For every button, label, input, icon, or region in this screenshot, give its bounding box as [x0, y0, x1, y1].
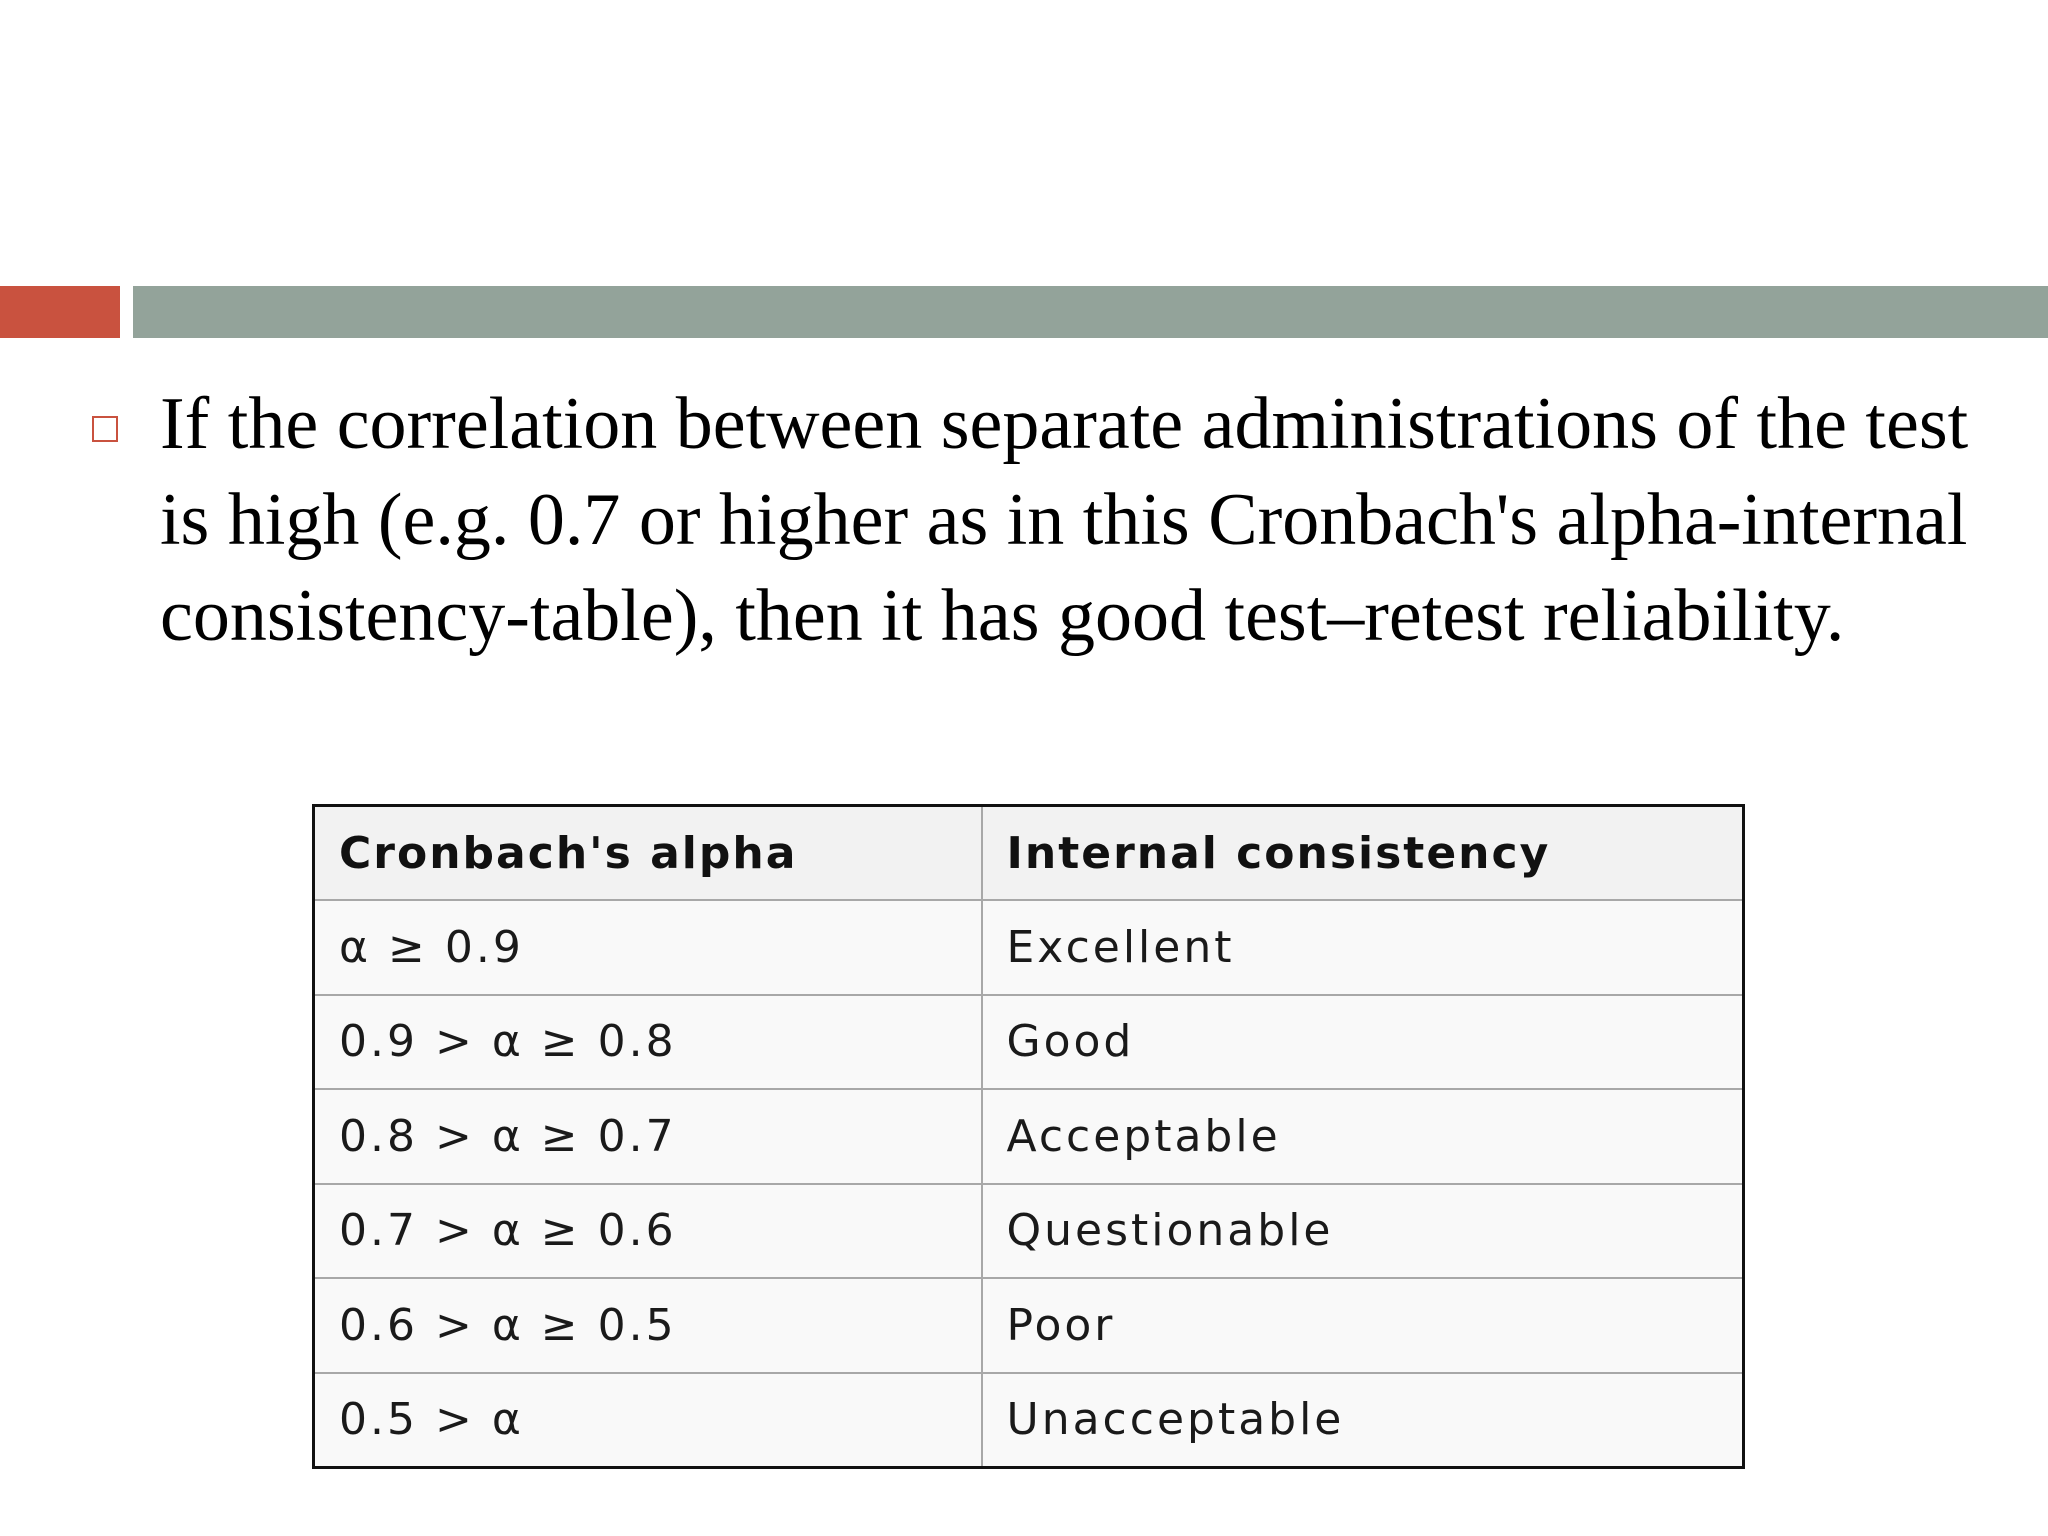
alpha-range-cell: α ≥ 0.9: [314, 900, 982, 995]
header-bar: [133, 286, 2048, 338]
consistency-cell: Unacceptable: [982, 1373, 1744, 1468]
consistency-cell: Acceptable: [982, 1089, 1744, 1184]
consistency-cell: Questionable: [982, 1184, 1744, 1279]
consistency-cell: Excellent: [982, 900, 1744, 995]
table-row: [314, 1089, 1744, 1184]
header-internal-consistency: Internal consistency: [982, 806, 1744, 901]
hollow-square-bullet-icon: [92, 416, 118, 442]
alpha-range-cell: 0.7 > α ≥ 0.6: [314, 1184, 982, 1279]
bullet-text: If the correlation between separate administrations of the test is high (e.g. 0.7 or higher as in this Cronbach's alpha-internal consistency-table), then it has good test–retest reliability.: [160, 383, 1969, 657]
table-row: [314, 1373, 1744, 1468]
cronbach-alpha-table-container: [312, 804, 1745, 1469]
alpha-range-cell: 0.8 > α ≥ 0.7: [314, 1089, 982, 1184]
alpha-range-cell: 0.6 > α ≥ 0.5: [314, 1278, 982, 1373]
table-row: [314, 900, 1744, 995]
alpha-range-cell: 0.9 > α ≥ 0.8: [314, 995, 982, 1090]
table-row: [314, 995, 1744, 1090]
consistency-cell: Good: [982, 995, 1744, 1090]
table-row: [314, 1184, 1744, 1279]
table-header-row: [314, 806, 1744, 901]
header-cronbachs-alpha: Cronbach's alpha: [314, 806, 982, 901]
header-accent-bar: [0, 286, 120, 338]
cronbach-alpha-table: [312, 804, 1745, 1469]
consistency-cell: Poor: [982, 1278, 1744, 1373]
table-row: [314, 1278, 1744, 1373]
alpha-range-cell: 0.5 > α: [314, 1373, 982, 1468]
